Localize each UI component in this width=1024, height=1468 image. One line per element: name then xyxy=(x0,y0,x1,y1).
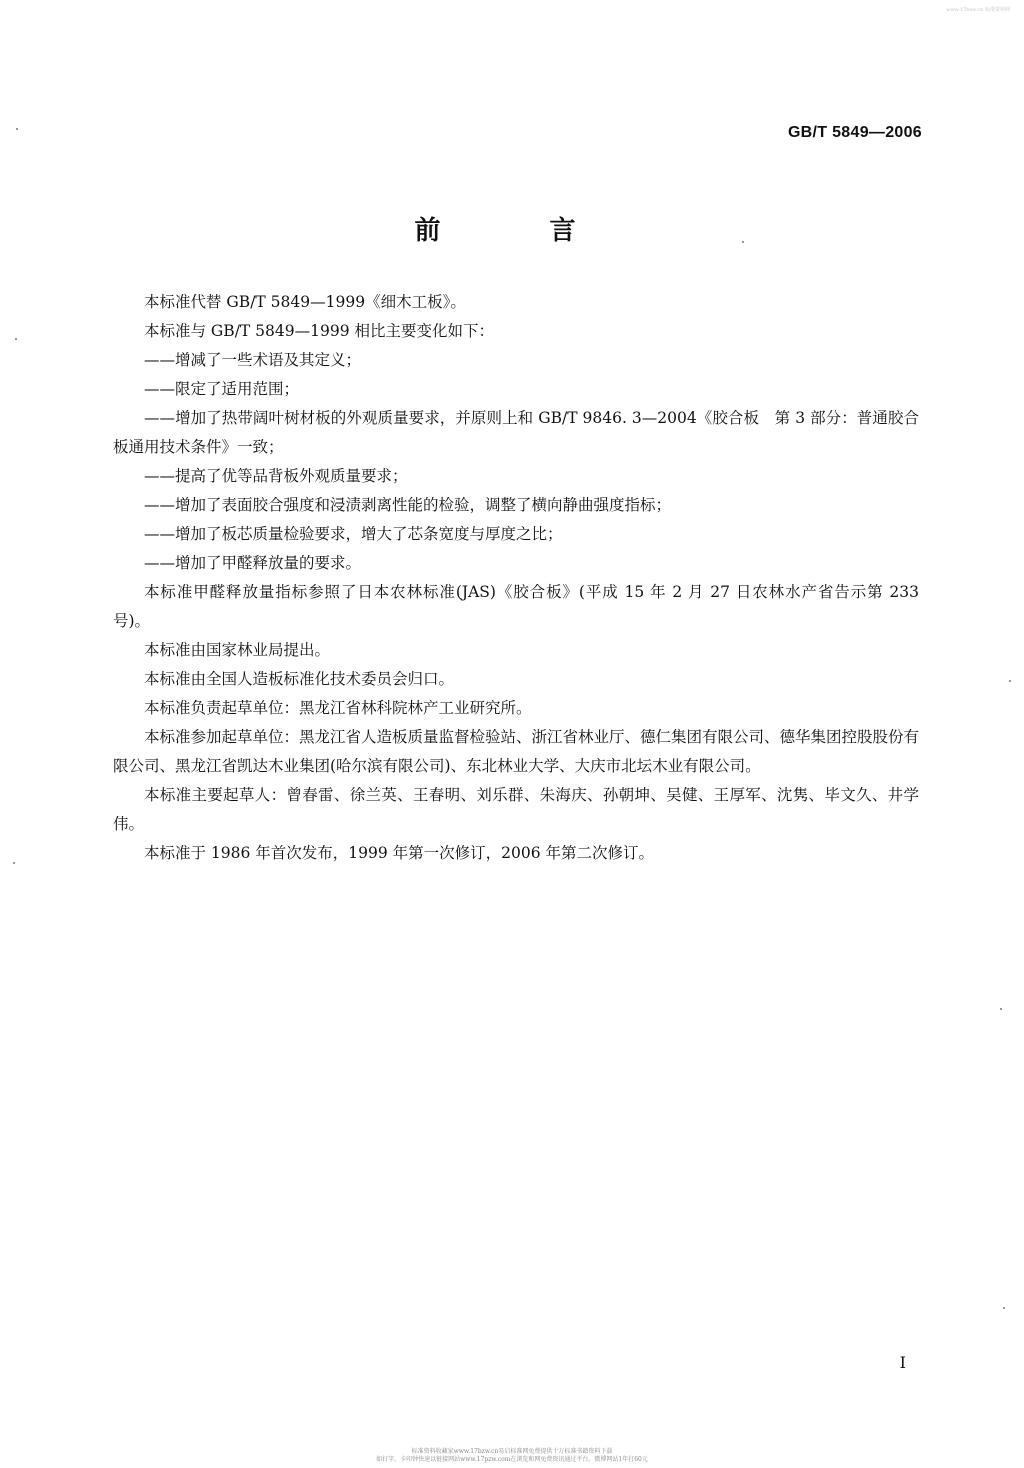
preface-body xyxy=(113,288,919,868)
paragraph-proposed-by: 本标准由国家林业局提出。 xyxy=(144,641,331,659)
paragraph-drafting-unit: 本标准负责起草单位：黑龙江省林科院林产工业研究所。 xyxy=(144,699,532,717)
scan-speck xyxy=(15,338,17,340)
change-item: ——提高了优等品背板外观质量要求； xyxy=(144,467,408,485)
scan-speck xyxy=(742,241,744,243)
paragraph-participating-units: 本标准参加起草单位：黑龙江省人造板质量监督检验站、浙江省林业厅、德仁集团有限公司、德华集团控股股份有限公司、黑龙江省凯达木业集团(哈尔滨有限公司)、东北林业大学、大庆市北坛木业有限公司。 xyxy=(113,728,920,775)
paragraph-release-history: 本标准于 1986 年首次发布，1999 年第一次修订，2006 年第二次修订。 xyxy=(144,844,655,862)
change-item: ——增减了一些术语及其定义； xyxy=(144,351,362,369)
footer-line: 如打字、卡印钟快速以链接网站www.17pzw.com在浏览和网免费资讯通过平台。微博网站1年打60元 xyxy=(376,1456,648,1463)
scan-speck xyxy=(16,128,18,130)
change-item: ——增加了板芯质量检验要求，增大了芯条宽度与厚度之比； xyxy=(144,525,563,543)
change-item: ——增加了表面胶合强度和浸渍剥离性能的检验，调整了横向静曲强度指标； xyxy=(144,496,672,514)
change-item: ——增加了甲醛释放量的要求。 xyxy=(144,554,362,572)
corner-watermark: www.17bzw.cn 标准资料网 xyxy=(946,7,1010,13)
change-item: ——增加了热带阔叶树材板的外观质量要求，并原则上和 GB/T 9846. 3—2004《胶合板 第 3 部分：普通胶合板通用技术条件》一致； xyxy=(113,409,919,456)
change-item: ——限定了适用范围； xyxy=(144,380,300,398)
scan-speck xyxy=(1003,1307,1005,1309)
page-title: 前 言 xyxy=(414,216,626,246)
scan-speck xyxy=(1000,1008,1002,1010)
paragraph-main-drafters: 本标准主要起草人：曾春雷、徐兰英、王春明、刘乐群、朱海庆、孙朝坤、吴健、王厚军、沈隽、毕文久、井学伟。 xyxy=(113,786,919,833)
paragraph-formaldehyde-reference: 本标准甲醛释放量指标参照了日本农林标准(JAS)《胶合板》(平成 15 年 2 月 27 日农林水产省告示第 233 号)。 xyxy=(113,583,919,630)
paragraph-replaces: 本标准代替 GB/T 5849—1999《细木工板》。 xyxy=(144,293,466,311)
paragraph-administered-by: 本标准由全国人造板标准化技术委员会归口。 xyxy=(144,670,455,688)
standard-number: GB/T 5849—2006 xyxy=(787,124,922,141)
footer-line: 标准资料收藏家www.17bzw.cn易启标准网免费提供十万标准书籍资料下载 xyxy=(411,1448,613,1455)
page-number: I xyxy=(899,1353,906,1372)
footer-watermark xyxy=(0,1448,1024,1464)
scan-speck xyxy=(1009,680,1011,682)
paragraph-changes-intro: 本标准与 GB/T 5849—1999 相比主要变化如下： xyxy=(144,322,495,340)
scan-speck xyxy=(13,862,15,864)
